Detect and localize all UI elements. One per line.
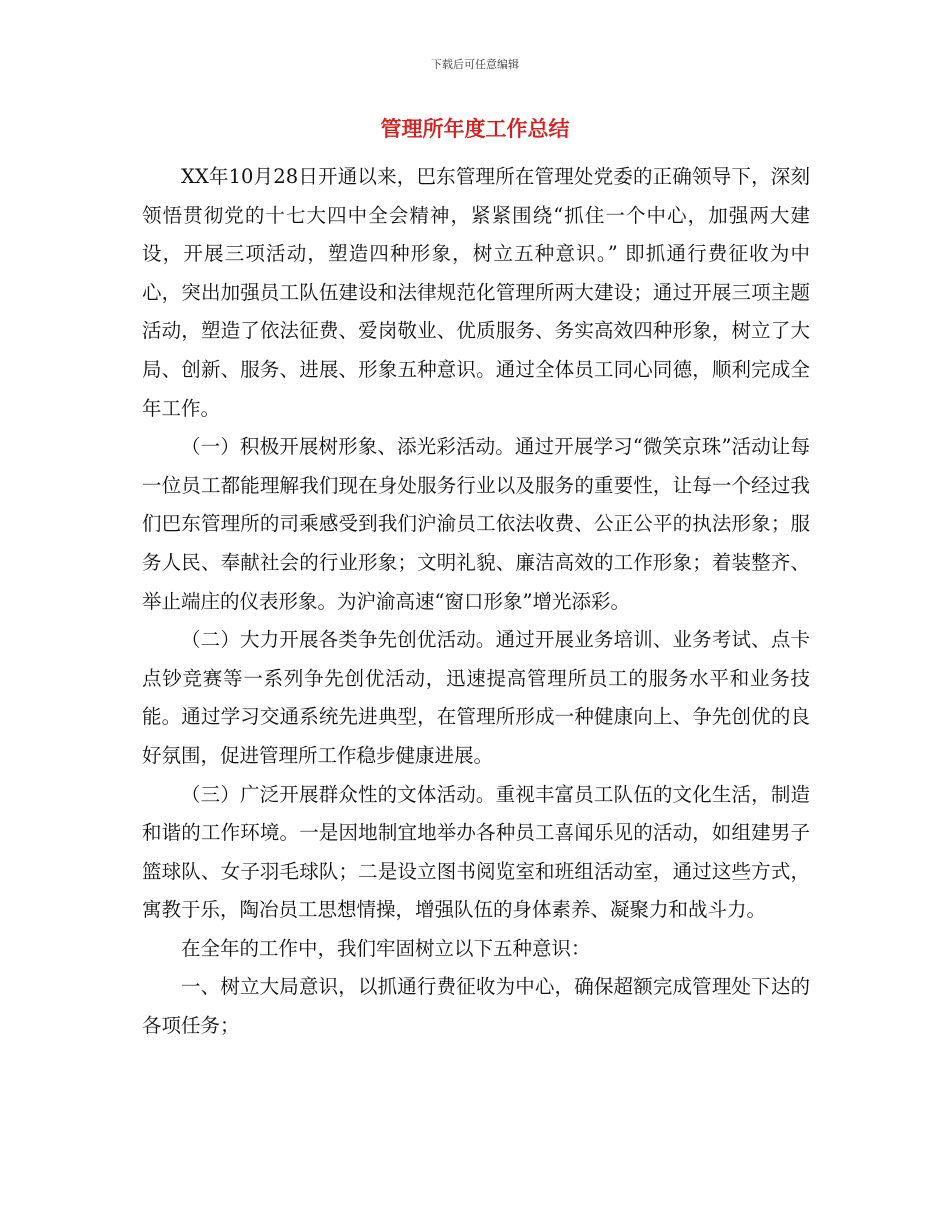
paragraph-awareness-1: 一、树立大局意识，以抓通行费征收为中心，确保超额完成管理处下达的各项任务；: [142, 975, 810, 1038]
paragraph-section-3: （三）广泛开展群众性的文体活动。重视丰富员工队伍的文化生活，制造和谐的工作环境。一是因地制宜地举办各种员工喜闻乐见的活动，如组建男子篮球队、女子羽毛球队；二是设立图书阅览室和班组活动室，通过这些方式，寓教于乐，陶冶员工思想情操，增强队伍的身体素养、凝聚力和战斗力。: [142, 782, 810, 922]
paragraph-five-awareness-intro: 在全年的工作中，我们牢固树立以下五种意识：: [181, 936, 591, 960]
document-body: [142, 158, 810, 1046]
paragraph-section-1: （一）积极开展树形象、添光彩活动。通过开展学习“微笑京珠”活动让每一位员工都能理解我们现在身处服务行业以及服务的重要性，让每一个经过我们巴东管理所的司乘感受到我们沪渝员工依法收费、公正公平的执法形象；服务人民、奉献社会的行业形象；文明礼貌、廉洁高效的工作形象；着装整齐、举止端庄的仪表形象。为沪渝高速“窗口形象”增光添彩。: [142, 435, 810, 613]
page-header-note: 下载后可任意编辑: [431, 58, 519, 71]
paragraph-intro: XX年10月28日开通以来，巴东管理所在管理处党委的正确领导下，深刻领悟贯彻党的十七大四中全会精神，紧紧围绕“抓住一个中心，加强两大建设，开展三项活动，塑造四种形象，树立五种意识。” 即抓通行费征收为中心，突出加强员工队伍建设和法律规范化管理所两大建设；通过开展三项主题活动，塑造了依法征费、爱岗敬业、优质服务、务实高效四种形象，树立了大局、创新、服务、进展、形象五种意识。通过全体员工同心同德，顺利完成全年工作。: [142, 165, 810, 420]
document-title: 管理所年度工作总结: [380, 117, 570, 141]
paragraph-section-2: （二）大力开展各类争先创优活动。通过开展业务培训、业务考试、点卡点钞竞赛等一系列争先创优活动，迅速提高管理所员工的服务水平和业务技能。通过学习交通系统先进典型，在管理所形成一种健康向上、争先创优的良好氛围，促进管理所工作稳步健康进展。: [142, 628, 810, 767]
